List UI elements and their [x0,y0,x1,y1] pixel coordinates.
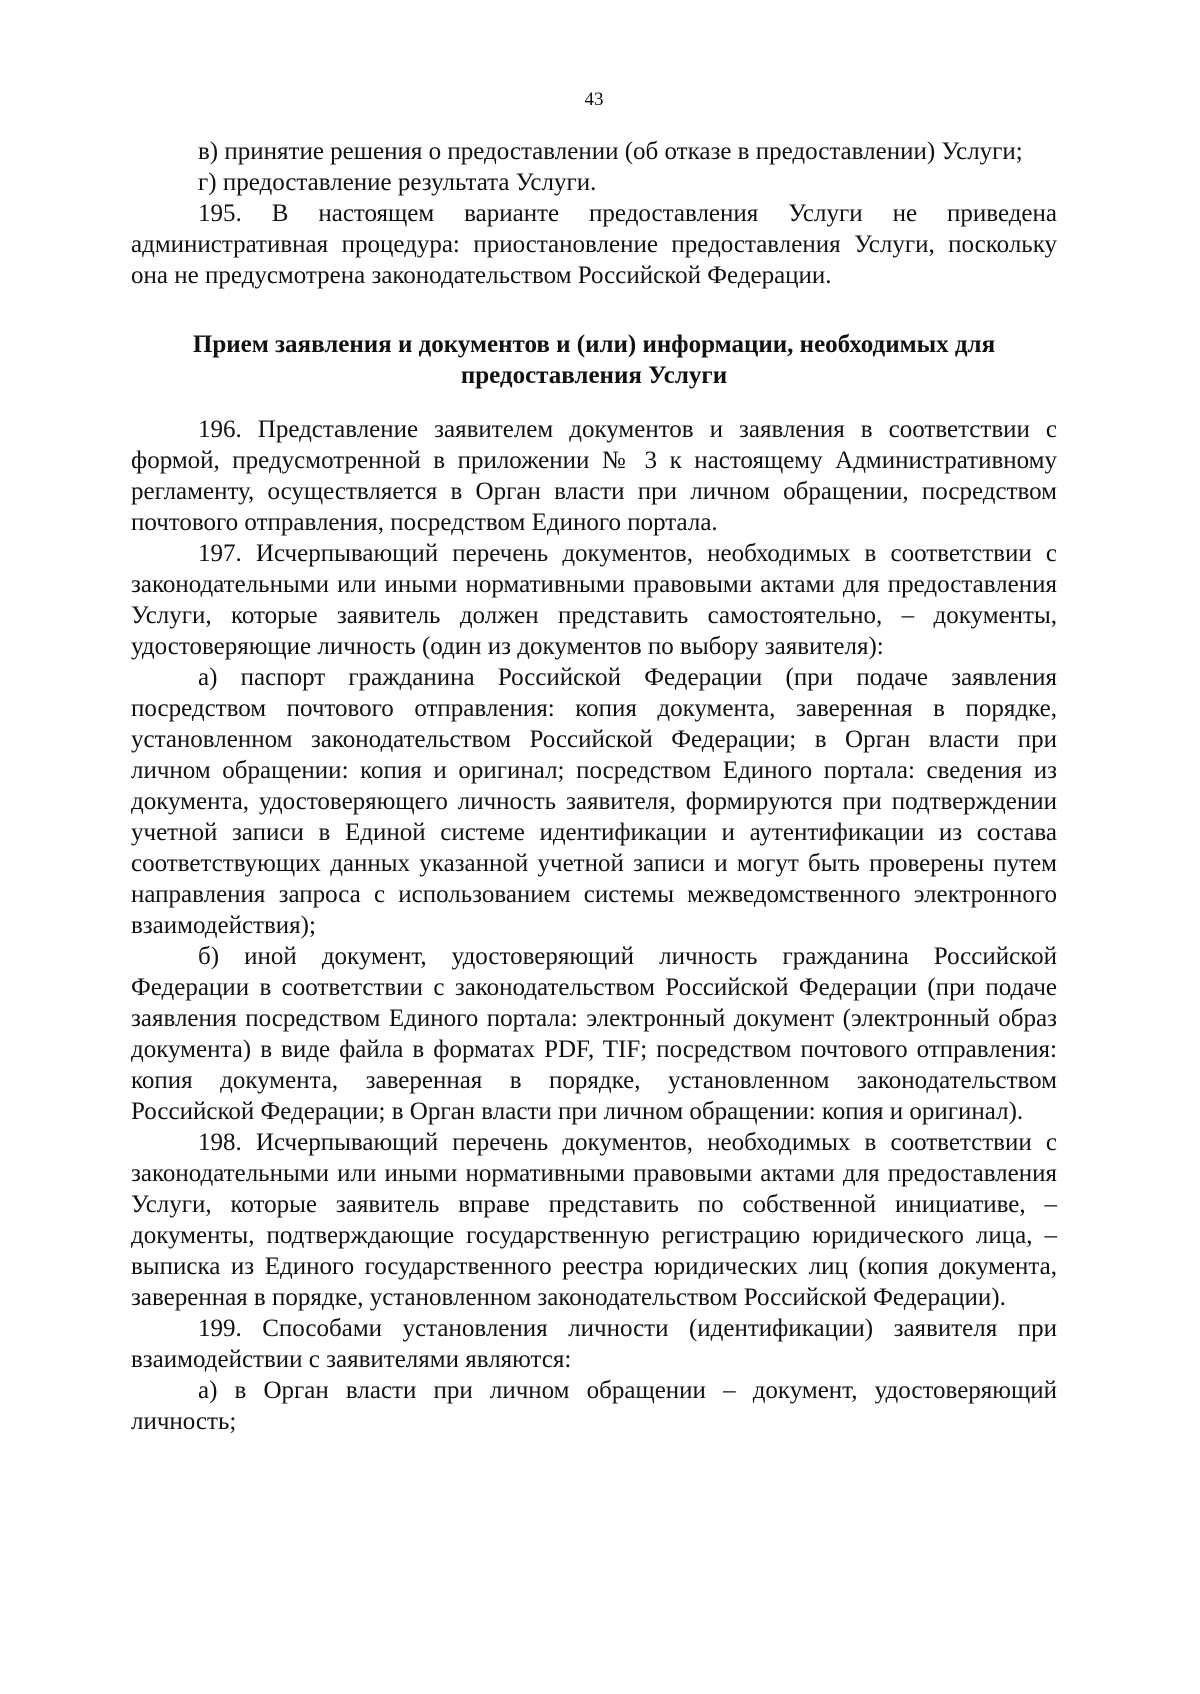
paragraph-199: 199. Способами установления личности (идентификации) заявителя при взаимодействии с заявителями являются: [131,1315,1057,1373]
paragraph-198: 198. Исчерпывающий перечень документов, необходимых в соответствии с законодательными или иными нормативными правовыми актами для предоставления Услуги, которые заявитель вправе представить по собственной инициативе, – документы, подтверждающие государственную регистрацию юридического лица, – выписка из Единого государственного реестра юридических лиц (копия документа, заверенная в порядке, установленном законодательством Российской Федерации). [131,1129,1057,1311]
paragraph-197-b: б) иной документ, удостоверяющий личность гражданина Российской Федерации в соответствии с законодательством Российской Федерации (при подаче заявления посредством Единого портала: электронный документ (электронный образ документа) в виде файла в форматах PDF, TIF; посредством почтового отправления: копия документа, заверенная в порядке, установленном законодательством Российской Федерации; в Орган власти при личном обращении: копия и оригинал). [131,943,1057,1125]
document-page [131,0,1057,1694]
paragraph-195: 195. В настоящем варианте предоставления Услуги не приведена административная процедура: приостановление предоставления Услуги, поскольку она не предусмотрена законодательством Российской Федерации. [131,200,1057,289]
paragraph-197: 197. Исчерпывающий перечень документов, необходимых в соответствии с законодательными или иными нормативными правовыми актами для предоставления Услуги, которые заявитель должен представить самостоятельно, – документы, удостоверяющие личность (один из документов по выбору заявителя): [131,540,1057,660]
paragraph-196: 196. Представление заявителем документов и заявления в соответствии с формой, предусмотренной в приложении № 3 к настоящему Административному регламенту, осуществляется в Орган власти при личном обращении, посредством почтового отправления, посредством Единого портала. [131,416,1057,536]
document-body [131,136,1057,1437]
paragraph-item-g: г) предоставление результата Услуги. [198,169,597,196]
paragraph-197-a: а) паспорт гражданина Российской Федерации (при подаче заявления посредством почтового отправления: копия документа, заверенная в порядке, установленном законодательством Российской Федерации; в Орган власти при личном обращении: копия и оригинал; посредством Единого портала: сведения из документа, удостоверяющего личность заявителя, формируются при подтверждении учетной записи в Единой системе идентификации и аутентификации из состава соответствующих данных указанной учетной записи и могут быть проверены путем направления запроса с использованием системы межведомственного электронного взаимодействия); [131,664,1057,939]
page-number: 43 [584,89,604,110]
paragraph-199-a: а) в Орган власти при личном обращении – документ, удостоверяющий личность; [131,1377,1057,1435]
paragraph-item-v: в) принятие решения о предоставлении (об отказе в предоставлении) Услуги; [198,138,1023,165]
section-heading: Прием заявления и документов и (или) информации, необходимых для предоставления Услуги [192,331,996,389]
